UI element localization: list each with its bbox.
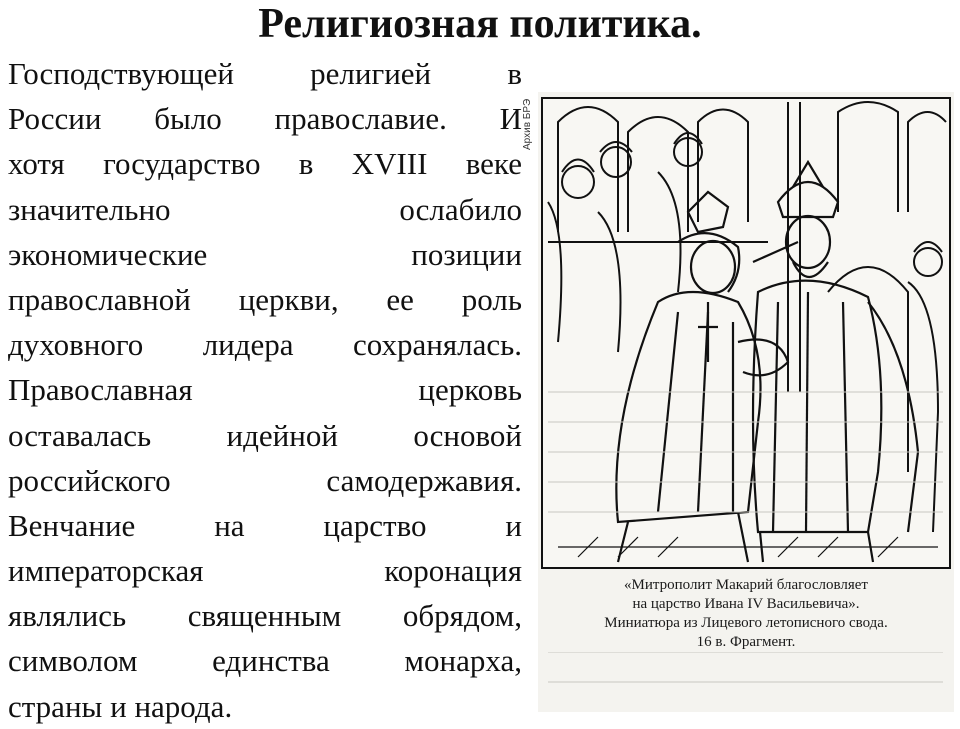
archive-label: Архив БРЭ (522, 98, 533, 150)
body-line: Господствующей религией в (8, 56, 522, 91)
caption-line: «Митрополит Макарий благословляет (624, 577, 868, 593)
body-line: императорская коронация (8, 553, 522, 589)
body-line: Венчание на царство и (8, 507, 522, 543)
body-line: духовного лидера сохранялась. (8, 327, 522, 363)
body-line: являлись священным обрядом, (8, 598, 522, 634)
slide-title: Религиозная политика. (258, 1, 702, 47)
body-line: страны и народа. (8, 688, 233, 724)
figure-caption (540, 576, 952, 652)
body-line: православной церкви, ее роль (8, 281, 522, 317)
body-text (8, 51, 522, 729)
body-line: значительно ослабило (8, 191, 522, 227)
body-line: экономические позиции (8, 236, 522, 272)
caption-line: Миниатюра из Лицевого летописного свода. (604, 615, 888, 631)
caption-line: на царство Ивана IV Васильевича». (632, 596, 860, 612)
body-line: российского самодержавия. (8, 462, 522, 498)
body-line: Православная церковь (8, 372, 522, 408)
body-line: хотя государство в XVIII веке (8, 146, 522, 182)
body-line: символом единства монарха, (8, 643, 522, 679)
body-line: России было православие. И (8, 101, 522, 137)
body-line: оставалась идейной основой (8, 417, 522, 453)
caption-line: 16 в. Фрагмент. (696, 634, 796, 650)
